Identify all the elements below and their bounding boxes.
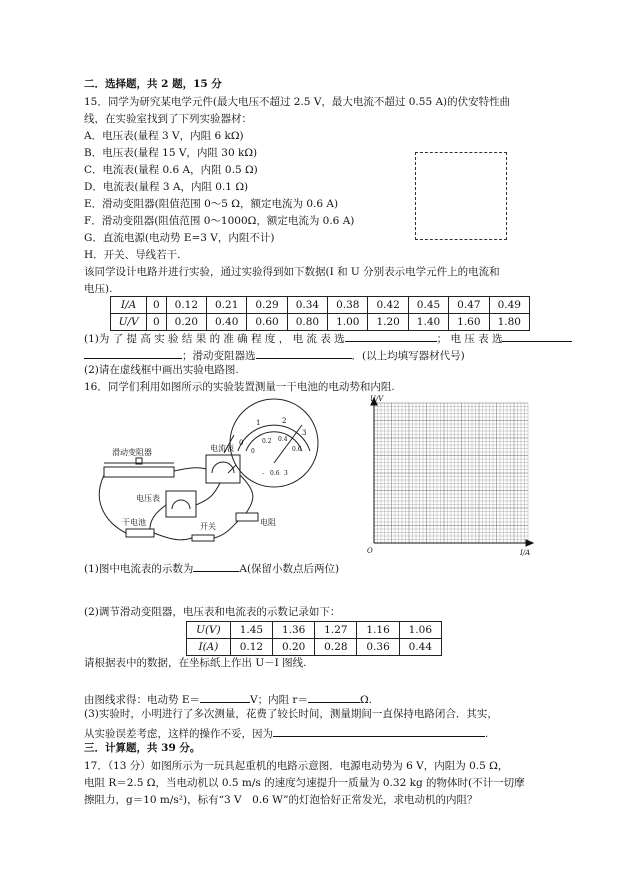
dial-inner-label: 0.4 [278,436,288,443]
q17-stem-cont-2: 擦阻力，g＝10 m/s²)，标有“3 V 0.6 W”的灯泡恰好正常发光，求电动机的内阻？ [84,794,478,806]
q15-sub1-cont [84,348,465,362]
q15-sub1-text-2: ； 电 压 表 选 [436,333,503,345]
table-cell: 0.47 [449,297,489,314]
q16-sub1-text-2: A(保留小数点后两位) [239,563,340,575]
q16-sub3-cont [84,726,488,740]
table-row [187,639,442,656]
emf-answer-blank[interactable] [200,692,250,703]
section-heading: 三．计算题，共 39 分。 [84,742,201,754]
q15-option-f: F．滑动变阻器(阻值范围 0～1000Ω，额定电流为 0.6 A) [84,215,355,227]
u-i-graph-paper [360,393,540,557]
table-cell: 0.20 [273,639,315,656]
q16-result [84,692,372,706]
q16-sub1-text: (1)图中电流表的示数为 [84,563,194,575]
q16-result-text-3: Ω. [359,694,373,706]
terminal-label: 0.6 [270,470,280,477]
q15-option-g: G．直流电源(电动势 E=3 V，内阻不计) [84,232,275,244]
q16-sub3: (3)实验时，小明进行了多次测量，花费了较长时间，测量期间一直保持电路闭合．其实， [84,708,498,720]
table-cell: 0.12 [166,297,206,314]
q16-sub1 [84,561,339,575]
table-cell: 0.45 [408,297,448,314]
section-heading: 二．选择题，共 2 题，15 分 [84,78,222,90]
table-cell: 0.60 [247,314,287,331]
q15-sub2: (2)请在虚线框中画出实验电路图. [84,364,239,376]
table-cell: 0.34 [287,297,327,314]
q15-sub1 [84,331,572,345]
table-cell: 1.45 [230,622,272,639]
dial-inner-label: 0 [251,448,255,455]
dial-inner-label: 0.6 [292,446,302,453]
rheostat-answer-blank[interactable] [256,348,352,359]
table-cell: 0.20 [166,314,206,331]
dial-tick-label: 0 [239,439,244,447]
table-cell: 0 [147,297,167,314]
table-cell: 1.27 [315,622,357,639]
graph-x-label: I/A [520,549,531,557]
table-cell: 0.29 [247,297,287,314]
q15-desc-cont: 电压). [84,283,113,295]
q15-option-h: H．开关、导线若干. [84,249,181,261]
q15-sub1-text-3: ；滑动变阻器选 [182,350,256,362]
table-cell: 0 [147,314,167,331]
current-reading-blank[interactable] [193,561,239,572]
q15-sub1-text-4: ．(以上均填写器材代号) [351,350,465,362]
table-cell: 1.80 [489,314,529,331]
resistor-label: 电阻 [260,518,276,527]
q16-plot-instruction: 请根据表中的数据，在坐标纸上作出 U－I 图线. [84,657,307,669]
table-cell: 0.80 [287,314,327,331]
q16-data-table [186,621,442,656]
q15-stem-cont: 线，在实验室找到了下列实验器材： [84,113,252,125]
q16-sub3-text-2: . [485,728,489,740]
experiment-apparatus-figure [96,395,332,555]
q15-option-c: C．电流表(量程 0.6 A，内阻 0.5 Ω) [84,164,258,176]
q17-stem: 17．（13 分）如图所示为一玩具起重机的电路示意图．电源电动势为 6 V，内阻为 0.5 Ω， [84,760,509,772]
voltmeter-answer-blank[interactable] [502,331,572,342]
table-cell: 0.12 [230,639,272,656]
table-row [187,622,442,639]
table-cell: 0.21 [207,297,247,314]
table-cell: 1.40 [408,314,448,331]
table-cell: 1.60 [449,314,489,331]
dial-tick-label: 3 [302,429,307,437]
q17-stem-cont: 电阻 R＝2.5 Ω，当电动机以 0.5 m/s 的速度匀速提升一质量为 0.32 kg 的物体时(不计一切摩 [84,777,525,789]
dial-tick-label: 2 [282,417,287,425]
q16-result-text-2: V；内阻 r＝ [250,694,308,706]
q16-sub2: (2)调节滑动变阻器，电压表和电流表的示数记录如下： [84,606,341,618]
ammeter-answer-blank[interactable] [345,331,437,342]
table-cell: 0.42 [368,297,408,314]
terminal-label: 3 [284,470,288,477]
battery-label: 干电池 [122,518,146,527]
table-cell: 1.16 [357,622,399,639]
table-cell: 1.06 [399,622,441,639]
switch-label: 开关 [200,522,216,531]
q16-result-text: 由图线求得：电动势 E＝ [84,694,201,706]
voltmeter-label: 电压表 [136,494,160,503]
reason-answer-blank[interactable] [273,726,485,737]
rheostat-label: 滑动变阻器 [112,448,152,457]
q15-sub1-text: (1)为 了 提 高 实 验 结 果 的 准 确 程 度 ， 电 流 表 选 [84,333,345,345]
table-row [111,297,530,314]
table-cell: I/A [111,297,147,314]
circuit-drawing-box [415,152,507,240]
graph-y-label: U/V [370,395,384,403]
q15-data-table [110,296,530,331]
graph-origin-label: O [367,547,373,555]
table-cell: U/V [111,314,147,331]
table-cell: 0.36 [357,639,399,656]
q15-option-e: E．滑动变阻器(阻值范围 0～5 Ω，额定电流为 0.6 A) [84,198,339,210]
ammeter-label: 电流表 [210,444,234,453]
table-cell: 0.28 [315,639,357,656]
table-cell: 1.36 [273,622,315,639]
voltmeter-answer-blank-cont[interactable] [84,348,182,359]
table-cell: 1.20 [368,314,408,331]
table-cell: 0.49 [489,297,529,314]
resistance-answer-blank[interactable] [308,692,360,703]
q16-stem: 16．同学们利用如图所示的实验装置测量一干电池的电动势和内阻. [84,381,395,393]
q15-option-d: D．电流表(量程 3 A，内阻 0.1 Ω) [84,181,249,193]
q15-desc: 该同学设计电路并进行实验，通过实验得到如下数据(I 和 U 分别表示电学元件上的电流和 [84,266,500,278]
table-cell: 0.40 [207,314,247,331]
table-cell: 1.00 [328,314,368,331]
table-cell: U(V) [187,622,231,639]
table-cell: I(A) [187,639,231,656]
q15-option-a: A．电压表(量程 3 V，内阻 6 kΩ) [84,130,244,142]
table-cell: 0.38 [328,297,368,314]
q15-option-b: B．电压表(量程 15 V，内阻 30 kΩ) [84,147,258,159]
terminal-label: - [262,470,265,477]
dial-inner-label: 0.2 [262,438,272,445]
table-cell: 0.44 [399,639,441,656]
dial-tick-label: 1 [256,419,261,427]
table-row [111,314,530,331]
q16-sub3-text: 从实验误差考虑，这样的操作不妥，因为 [84,728,273,740]
q15-stem: 15．同学为研究某电学元件(最大电压不超过 2.5 V，最大电流不超过 0.55 A)的伏安特性曲 [84,96,511,108]
